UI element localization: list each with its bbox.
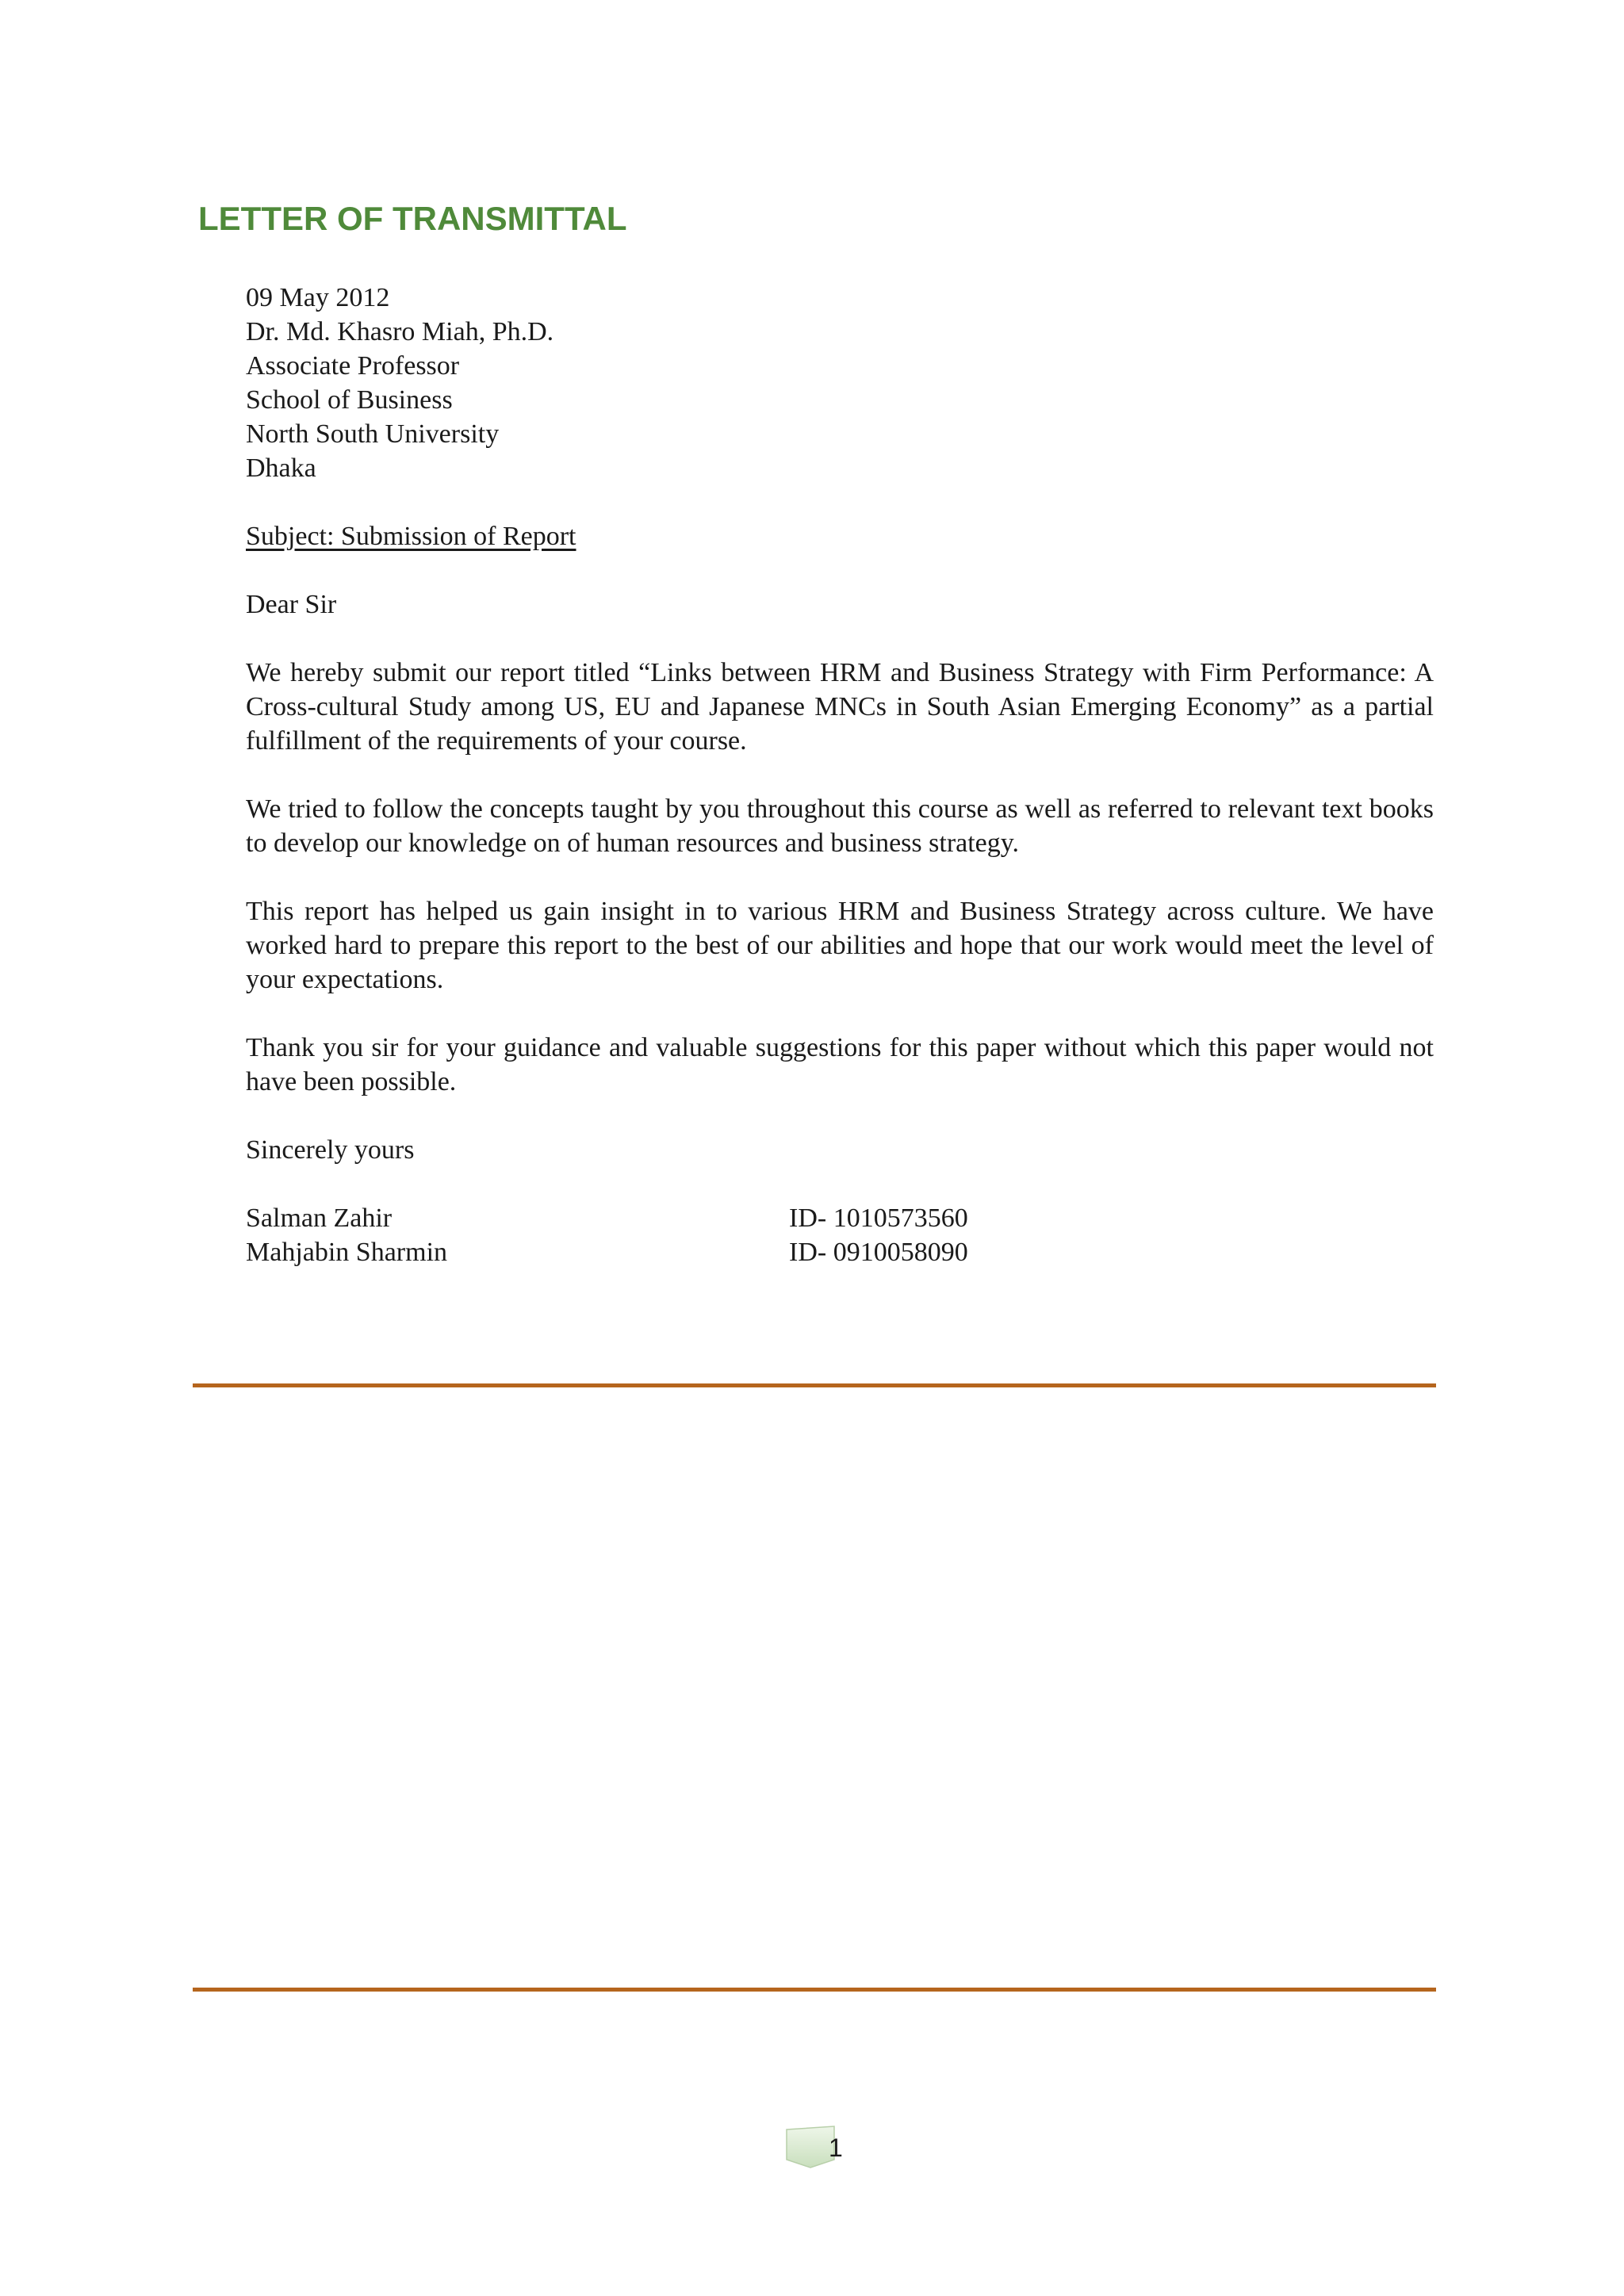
recipient-department: School of Business <box>246 385 453 415</box>
signatory-name: Mahjabin Sharmin <box>246 1238 448 1267</box>
letter-date: 09 May 2012 <box>246 283 390 312</box>
signatory-name: Salman Zahir <box>246 1203 393 1233</box>
divider-rule-top <box>193 1383 1436 1387</box>
signatory-id: ID- 0910058090 <box>789 1238 968 1267</box>
paragraph-thanks: Thank you sir for your guidance and valuable suggestions for this paper without which this paper would not have been possible. <box>246 1033 1434 1096</box>
signatory-row <box>246 1201 1434 1235</box>
signatories <box>246 1201 1434 1269</box>
salutation: Dear Sir <box>246 590 337 619</box>
closing: Sincerely yours <box>246 1135 415 1165</box>
recipient-city: Dhaka <box>246 453 316 483</box>
address-block <box>246 281 1434 485</box>
recipient-position: Associate Professor <box>246 351 460 381</box>
signatory-row <box>246 1235 1434 1269</box>
page-title: LETTER OF TRANSMITTAL <box>198 200 627 237</box>
letter-body <box>246 281 1434 1269</box>
recipient-name: Dr. Md. Khasro Miah, Ph.D. <box>246 317 554 346</box>
recipient-institution: North South University <box>246 419 500 449</box>
divider-rule-bottom <box>193 1988 1436 1992</box>
signatory-id: ID- 1010573560 <box>789 1203 968 1233</box>
page-number: 1 <box>829 2133 843 2162</box>
paragraph-submission: We hereby submit our report titled “Links between HRM and Business Strategy with Firm Performance: A Cross-cultural Study among US, EU and Japanese MNCs in South Asian Emerging Economy” as a partial fulfillment of the requirements of your course. <box>246 658 1434 756</box>
subject-line: Subject: Submission of Report <box>246 522 576 551</box>
paragraph-insight: This report has helped us gain insight in to various HRM and Business Strategy across culture. We have worked hard to prepare this report to the best of our abilities and hope that our work would meet the level of your expectations. <box>246 897 1434 994</box>
paragraph-concepts: We tried to follow the concepts taught by you throughout this course as well as referred to relevant text books to develop our knowledge on of human resources and business strategy. <box>246 794 1434 858</box>
